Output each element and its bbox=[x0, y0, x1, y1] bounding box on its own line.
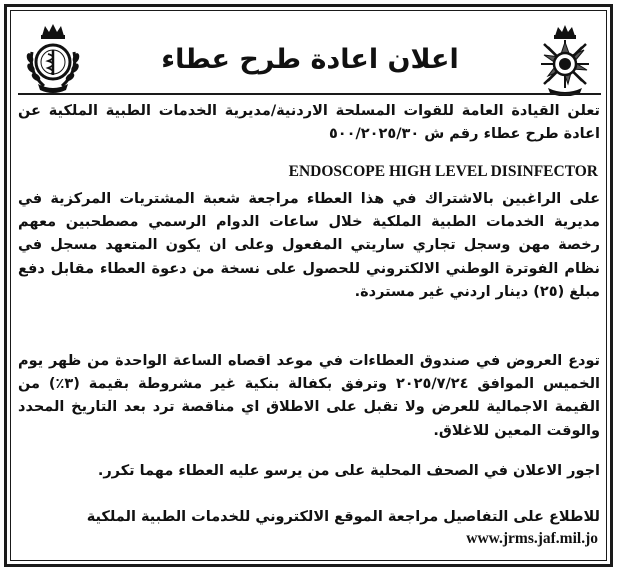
submission-paragraph: تودع العروض في صندوق العطاءات في موعد اقصاه الساعة الواحدة من ظهر يوم الخميس الموافق ٢٠٢٥/٧/٢٤ وترفق بكفالة بنكية غير مشروطة بقيمة (٣٪) من القيمة الاجمالية للعرض ولا تقبل على الاطلاق اي مناقصة ترد بعد التاريخ المحدد والوقت المعين للاغلاق. bbox=[18, 353, 600, 439]
advertisement-fees-paragraph: اجور الاعلان في الصحف المحلية على من يرسو عليه العطاء مهما تكرر. bbox=[97, 463, 600, 479]
intro-paragraph: تعلن القيادة العامة للقوات المسلحة الاردنية/مديرية الخدمات الطبية الملكية عن اعادة طرح عطاء رقم ش ٥٠٠/٢٠٢٥/٣٠ bbox=[18, 103, 600, 143]
requirements-paragraph: على الراغبين بالاشتراك في هذا العطاء مراجعة شعبة المشتريات المركزية في مديرية الخدمات الطبية الملكية خلال ساعات الدوام الرسمي مصطحبين معهم رخصة مهن وسجل تجاري ساريتي المفعول وعلى ان يكون المتعهد مسجل في نظام الفوترة الوطني الالكتروني للحصول على نسخة من دعوة العطاء مقابل دفع مبلغ (٢٥) دينار اردني غير مستردة. bbox=[18, 191, 600, 300]
notice-title: اعلان اعادة طرح عطاء bbox=[161, 44, 459, 75]
royal-medical-services-emblem-icon bbox=[18, 22, 88, 98]
details-paragraph: للاطلاع على التفاصيل مراجعة الموقع الالكتروني للخدمات الطبية الملكية bbox=[86, 509, 600, 525]
website-link[interactable]: www.jrms.jaf.mil.jo bbox=[466, 530, 598, 547]
jordan-armed-forces-emblem-icon bbox=[530, 22, 600, 100]
title-divider bbox=[18, 93, 601, 95]
product-name: ENDOSCOPE HIGH LEVEL DISINFECTOR bbox=[288, 163, 598, 180]
